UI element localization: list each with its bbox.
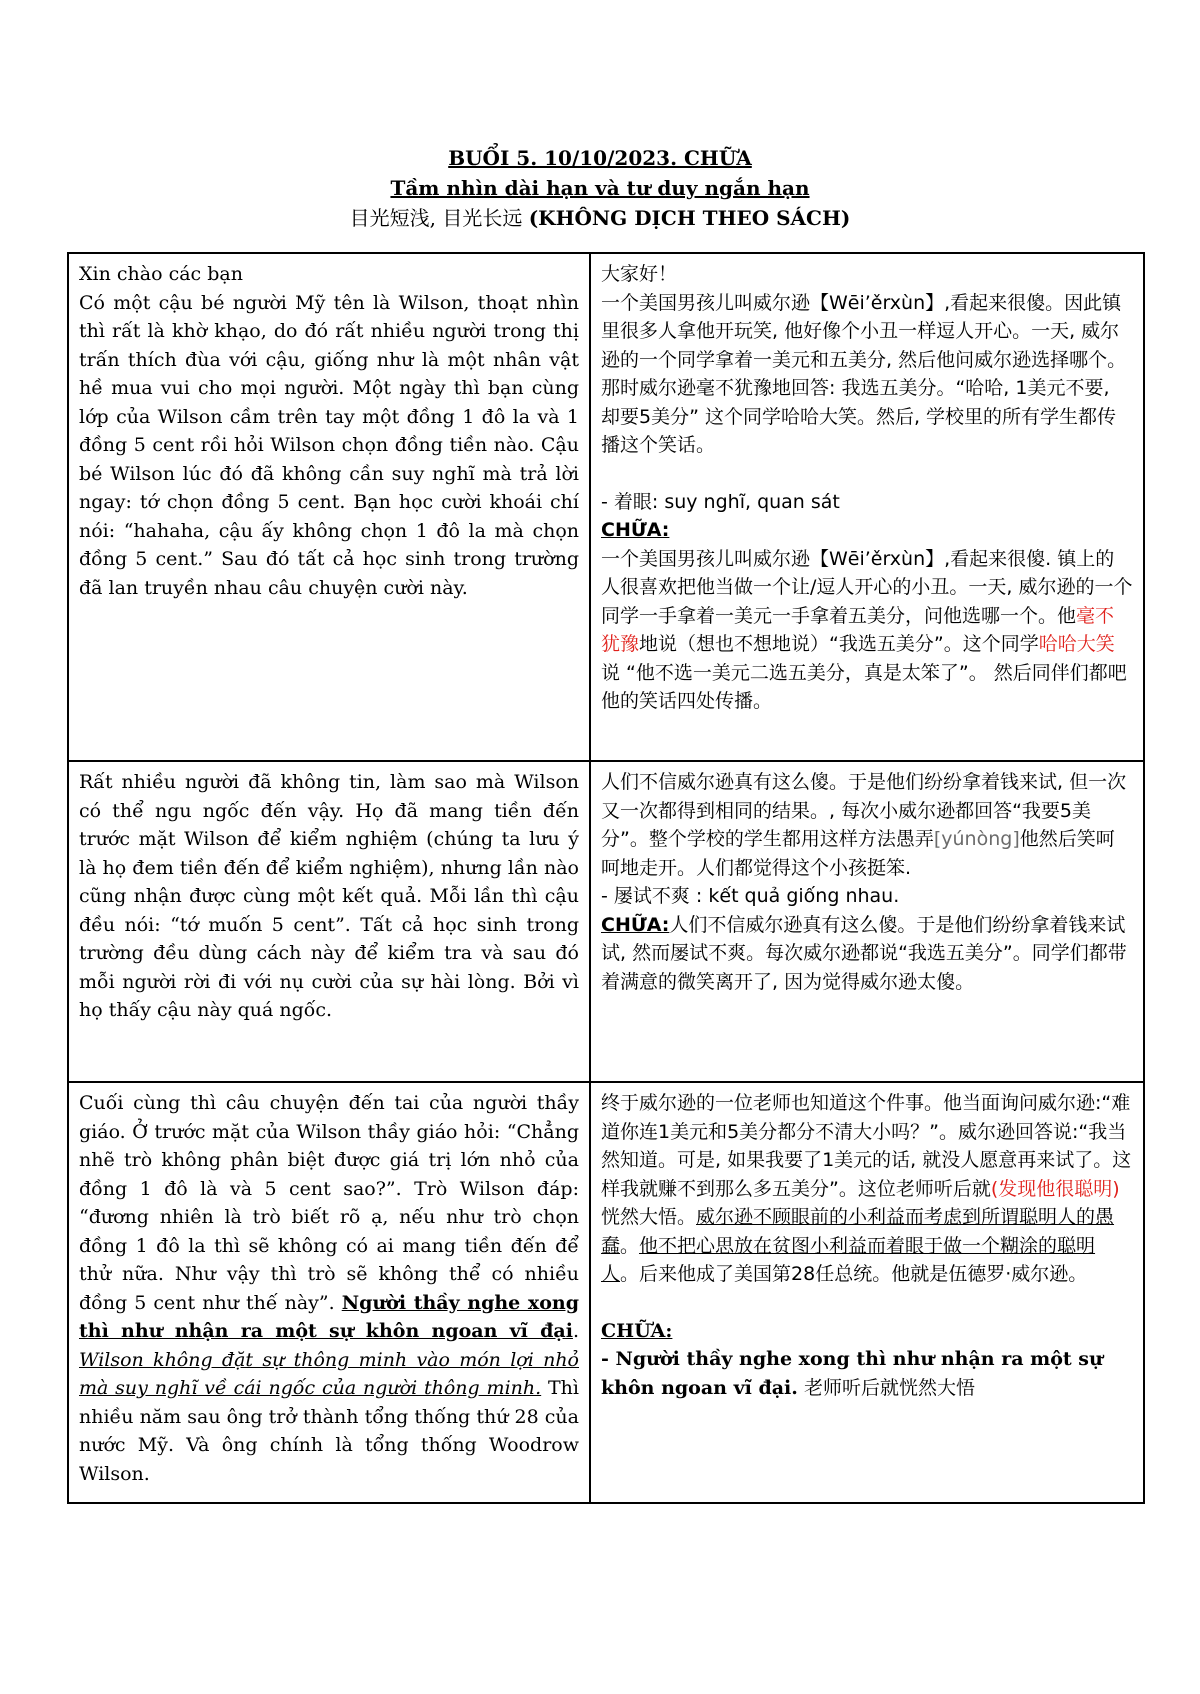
- correction-label: CHỮA:: [601, 913, 670, 936]
- document-subtitle: Tầm nhìn dài hạn và tư duy ngắn hạn: [390, 176, 810, 200]
- correction-text: 人们不信威尔逊真有这么傻。于是他们纷纷拿着钱来试试, 然而屡试不爽。每次威尔逊都说“我选五美分”。同学们都带着满意的微笑离开了, 因为觉得威尔逊太傻。: [601, 913, 1127, 993]
- vi-text: .: [572, 1320, 579, 1342]
- highlight-red: 毫不犹豫: [601, 604, 1115, 655]
- translation-note: (KHÔNG DỊCH THEO SÁCH): [528, 206, 851, 230]
- translation-table: [67, 252, 1145, 1504]
- key-insight: Wilson không đặt sự thông minh vào món lợi nhỏ mà suy nghĩ về cái ngốc của người thông minh.: [79, 1348, 579, 1399]
- vietnamese-cell: [68, 761, 590, 1082]
- zh-text: 他然后笑呵呵地走开。人们都觉得这个小孩挺笨.: [601, 828, 1115, 879]
- zh-text: 恍然大悟。: [601, 1206, 697, 1228]
- chinese-cell: [590, 253, 1144, 761]
- key-sentence: Người thầy nghe xong thì như nhận ra một sự khôn ngoan vĩ đại: [79, 1291, 579, 1342]
- table-row: [68, 253, 1144, 761]
- zh-original-paragraph: [601, 1089, 1133, 1289]
- correction-text: 说 “他不选一美元二选五美分，真是太笨了”。 然后同伴们都吧他的笑话四处传播。: [601, 661, 1127, 712]
- pinyin-note: [yúnòng]: [933, 828, 1020, 850]
- correction-paragraph: [601, 1345, 1133, 1402]
- correction-text: 地说（想也不想地说）“我选五美分”。这个同学: [639, 633, 1039, 655]
- vocab-note: - 屡试不爽 : kết quả giống nhau.: [601, 885, 900, 907]
- correction-text: 一个美国男孩儿叫威尔逊【Wēi’ěrxùn】,看起来很傻. 镇上的人很喜欢把他当做一个让/逗人开心的小丑。一天, 威尔逊的一个同学一手拿着一美元一手拿着五美分，问他选哪一个。他: [601, 547, 1133, 627]
- vi-text: Cuối cùng thì câu chuyện đến tai của người thầy giáo. Ở trước mặt của Wilson thầy giáo hỏi: “Chẳng nhẽ trò không phân biệt được giá trị lớn nhỏ của đồng 1 đô là và 5 cent sao?”. Trò Wilson đáp: “đương nhiên là trò biết rõ ạ, nếu như trò chọn đồng 1 đô la thì sẽ không có ai mang tiền đến để thử nữa. Như vậy thì trò sẽ không thể có nhiều đồng 5 cent như thế này”.: [79, 1092, 579, 1314]
- correction-label: CHỮA:: [601, 519, 670, 541]
- correction-vi-text: - Người thầy nghe xong thì như nhận ra một sự khôn ngoan vĩ đại.: [601, 1348, 1103, 1399]
- vi-paragraph: Rất nhiều người đã không tin, làm sao mà Wilson có thể ngu ngốc đến vậy. Họ đã mang tiền đến trước mặt Wilson để kiểm nghiệm (chúng ta lưu ý là họ đem tiền đến để kiểm nghiệm), nhưng lần nào cũng nhận được cùng một kết quả. Mỗi lần thì cậu đều nói: “tớ muốn 5 cent”. Tất cả học sinh trong trường đều dùng cách này để kiểm tra và sau đó mỗi người rời đi với nụ cười của sự hài lòng. Bởi vì họ thấy cậu này quá ngốc.: [79, 771, 579, 1021]
- correction-zh-text: 老师听后就恍然大悟: [797, 1376, 975, 1399]
- table-row: [68, 761, 1144, 1082]
- highlight-red: (发现他很聪明): [990, 1177, 1120, 1200]
- chinese-cell: [590, 761, 1144, 1082]
- vietnamese-cell: [68, 1082, 590, 1503]
- zh-greeting: 大家好！: [601, 263, 678, 285]
- vi-text: Thì nhiều năm sau ông trở thành tổng thống thứ 28 của nước Mỹ. Và ông chính là tổng thống Woodrow Wilson.: [79, 1377, 579, 1485]
- zh-original-paragraph: [601, 768, 1133, 882]
- chinese-cell: [590, 1082, 1144, 1503]
- document-title: BUỔI 5. 10/10/2023. CHỮA: [448, 146, 752, 170]
- highlight-red: 哈哈大笑: [1038, 633, 1115, 655]
- zh-text: 。后来他成了美国第28任总统。他就是伍德罗·威尔逊。: [620, 1263, 1088, 1285]
- document-header: [0, 143, 1200, 233]
- zh-text: 。: [620, 1234, 640, 1257]
- underlined-sentence: 威尔逊不顾眼前的小利益而考虑到所谓聪明人的愚蠢: [601, 1206, 1115, 1257]
- vi-paragraph: [79, 1089, 579, 1488]
- vocab-note: - 着眼: suy nghĩ, quan sát: [601, 490, 840, 513]
- correction-paragraph: [601, 911, 1133, 997]
- chinese-title-line: [0, 203, 1200, 233]
- chinese-title: 目光短浅, 目光长远: [349, 206, 529, 230]
- correction-label: CHỮA:: [601, 1319, 673, 1342]
- vi-greeting: Xin chào các bạn: [79, 263, 243, 285]
- zh-text: 人们不信威尔逊真有这么傻。于是他们纷纷拿着钱来试, 但一次又一次都得到相同的结果。, 每次小威尔逊都回答“我要5美分”。整个学校的学生都用这样方法愚弄: [601, 771, 1127, 850]
- zh-original-paragraph: 一个美国男孩儿叫威尔逊【Wēi’ěrxùn】,看起来很傻。因此镇里很多人拿他开玩笑, 他好像个小丑一样逗人开心。一天, 威尔逊的一个同学拿着一美元和五美分, 然后他问威尔逊选择哪个。那时威尔逊毫不犹豫地回答: 我选五美分。“哈哈, 1美元不要, 却要5美分” 这个同学哈哈大笑。然后, 学校里的所有学生都传播这个笑话。: [601, 291, 1127, 456]
- zh-text: 终于威尔逊的一位老师也知道这个件事。他当面询问威尔逊:“难道你连1美元和5美分都分不清大小吗？”。威尔逊回答说:“我当然知道。可是, 如果我要了1美元的话, 就没人愿意再来试了。这样我就赚不到那么多五美分”。这位老师听后就: [601, 1092, 1132, 1200]
- vietnamese-cell: [68, 253, 590, 761]
- vi-paragraph: Có một cậu bé người Mỹ tên là Wilson, thoạt nhìn thì rất là khờ khạo, do đó rất nhiều người trong thị trấn thích đùa với cậu, giống như là một nhân vật hề mua vui cho mọi người. Một ngày thì bạn cùng lớp của Wilson cầm trên tay một đồng 1 đô la và 1 đồng 5 cent rồi hỏi Wilson chọn đồng tiền nào. Cậu bé Wilson lúc đó đã không cần suy nghĩ mà trả lời ngay: tớ chọn đồng 5 cent. Bạn học cười khoái chí nói: “hahaha, cậu ấy không chọn 1 đô la mà chọn đồng 5 cent.” Sau đó tất cả học sinh trong trường đã lan truyền nhau câu chuyện cười này.: [79, 291, 579, 599]
- underlined-sentence: 他不把心思放在贫图小利益而着眼于做一个糊涂的聪明人: [601, 1234, 1096, 1285]
- correction-paragraph: [601, 545, 1133, 716]
- table-row: [68, 1082, 1144, 1503]
